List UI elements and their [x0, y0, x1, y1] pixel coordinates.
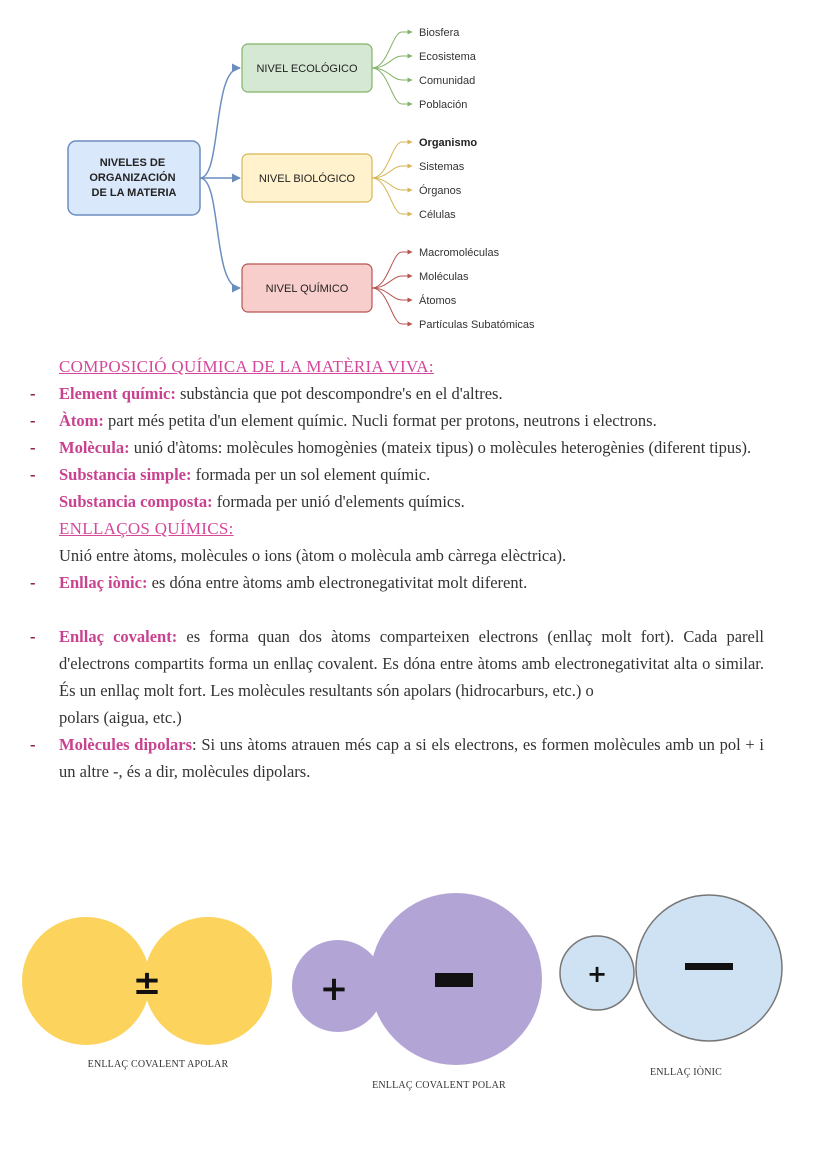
connector-macromoleculas: [372, 252, 412, 288]
item-element-quimic: [30, 380, 764, 407]
connector-poblacion: [372, 68, 412, 104]
text-polars: polars (aigua, etc.): [59, 708, 182, 727]
document-body: [30, 353, 764, 785]
item-enllac-covalent: [30, 623, 764, 704]
text-enllac-ionic: es dóna entre àtoms amb electronegativitat molt diferent.: [147, 573, 528, 592]
leaf-particulas-subatomicas: Partículas Subatómicas: [419, 319, 535, 331]
polar-plus-icon: +: [319, 969, 349, 1009]
ionic-minus-icon: [685, 963, 733, 970]
connector-particulas: [372, 288, 412, 324]
term-enllac-ionic: Enllaç iònic:: [59, 573, 148, 592]
connector-root-ecologico: [200, 68, 240, 178]
organization-levels-diagram: [0, 0, 828, 345]
connector-root-quimico: [200, 178, 240, 288]
apolar-bond-figure: [22, 917, 272, 1070]
leaf-celulas: Células: [419, 209, 456, 221]
term-enllac-covalent: Enllaç covalent:: [59, 627, 178, 646]
heading-enllacos: ENLLAÇOS QUÍMICS:: [59, 519, 234, 538]
term-substancia-composta: Substancia composta:: [59, 492, 213, 511]
text-element-quimic: substància que pot descompondre's en el d'altres.: [175, 384, 503, 403]
connector-biosfera: [372, 32, 412, 68]
nivel-ecologico-label: NIVEL ECOLÓGICO: [256, 63, 358, 75]
text-enllacos-definicio: Unió entre àtoms, molècules o ions (àtom o molècula amb càrrega elèctrica).: [59, 546, 567, 565]
leaf-sistemas: Sistemas: [419, 161, 465, 173]
term-atom: Àtom:: [59, 411, 104, 430]
text-substancia-simple: formada per un sol element químic.: [191, 465, 431, 484]
root-node-label: NIVELES DE ORGANIZACIÓN DE LA MATERIA: [89, 157, 177, 199]
leaf-ecosistema: Ecosistema: [419, 51, 476, 63]
item-molecula: [30, 434, 764, 461]
nivel-biologico-label: NIVEL BIOLÓGICO: [258, 173, 356, 185]
apolar-charge-symbol: ±: [132, 963, 162, 1003]
item-enllac-ionic: [30, 569, 764, 596]
nivel-quimico-label: NIVEL QUÍMICO: [265, 283, 349, 295]
term-element-quimic: Element químic:: [59, 384, 176, 403]
polar-minus-icon: [435, 973, 473, 987]
text-molecula: unió d'àtoms: molècules homogènies (mateix tipus) o molècules heterogènies (diferent tipus).: [129, 438, 752, 457]
item-substancia-composta: [30, 488, 764, 515]
leaf-organos: Órganos: [419, 185, 462, 197]
connector-organismo: [372, 142, 412, 178]
leaf-moleculas: Moléculas: [419, 271, 469, 283]
text-substancia-composta: formada per unió d'elements químics.: [212, 492, 465, 511]
ionic-plus-icon: +: [586, 960, 608, 988]
leaf-macromoleculas: Macromoléculas: [419, 247, 500, 259]
item-molecules-dipolars: [30, 731, 764, 785]
item-atom: [30, 407, 764, 434]
ionic-bond-figure: [560, 895, 782, 1078]
text-enllac-covalent: es forma quan dos àtoms comparteixen electrons (enllaç molt fort). Cada parell d'electrons compartits forma un enllaç covalent. Es dóna entre àtoms amb electronegativitat alta o similar. És un enllaç molt fort. Les molècules resultants són apolars (hidrocarburs, etc.) o: [59, 627, 765, 700]
heading-composicio: COMPOSICIÓ QUÍMICA DE LA MATÈRIA VIVA:: [59, 357, 434, 376]
leaf-atomos: Átomos: [419, 295, 457, 307]
apolar-atom-right: [144, 917, 272, 1045]
leaf-poblacion: Población: [419, 99, 468, 111]
caption-polar: ENLLAÇ COVALENT POLAR: [372, 1080, 506, 1091]
text-molecules-dipolars: : Si uns àtoms atrauen més cap a si els electrons, es formen molècules amb un pol + i un altre -, és a dir, molècules dipolars.: [59, 735, 765, 781]
item-substancia-simple: [30, 461, 764, 488]
term-molecula: Molècula:: [59, 438, 130, 457]
caption-apolar: ENLLAÇ COVALENT APOLAR: [87, 1059, 229, 1070]
apolar-atom-left: [22, 917, 150, 1045]
bond-illustrations: [0, 888, 828, 1108]
text-atom: part més petita d'un element químic. Nucli format per protons, neutrons i electrons.: [103, 411, 657, 430]
polar-bond-figure: [292, 893, 542, 1091]
connector-celulas: [372, 178, 412, 214]
term-molecules-dipolars: Molècules dipolars: [59, 735, 193, 754]
leaf-organismo: Organismo: [419, 137, 478, 149]
leaf-biosfera: Biosfera: [419, 27, 460, 39]
leaf-comunidad: Comunidad: [419, 75, 476, 87]
caption-ionic: ENLLAÇ IÒNIC: [649, 1067, 723, 1078]
term-substancia-simple: Substancia simple:: [59, 465, 192, 484]
blank-line: [30, 596, 764, 623]
